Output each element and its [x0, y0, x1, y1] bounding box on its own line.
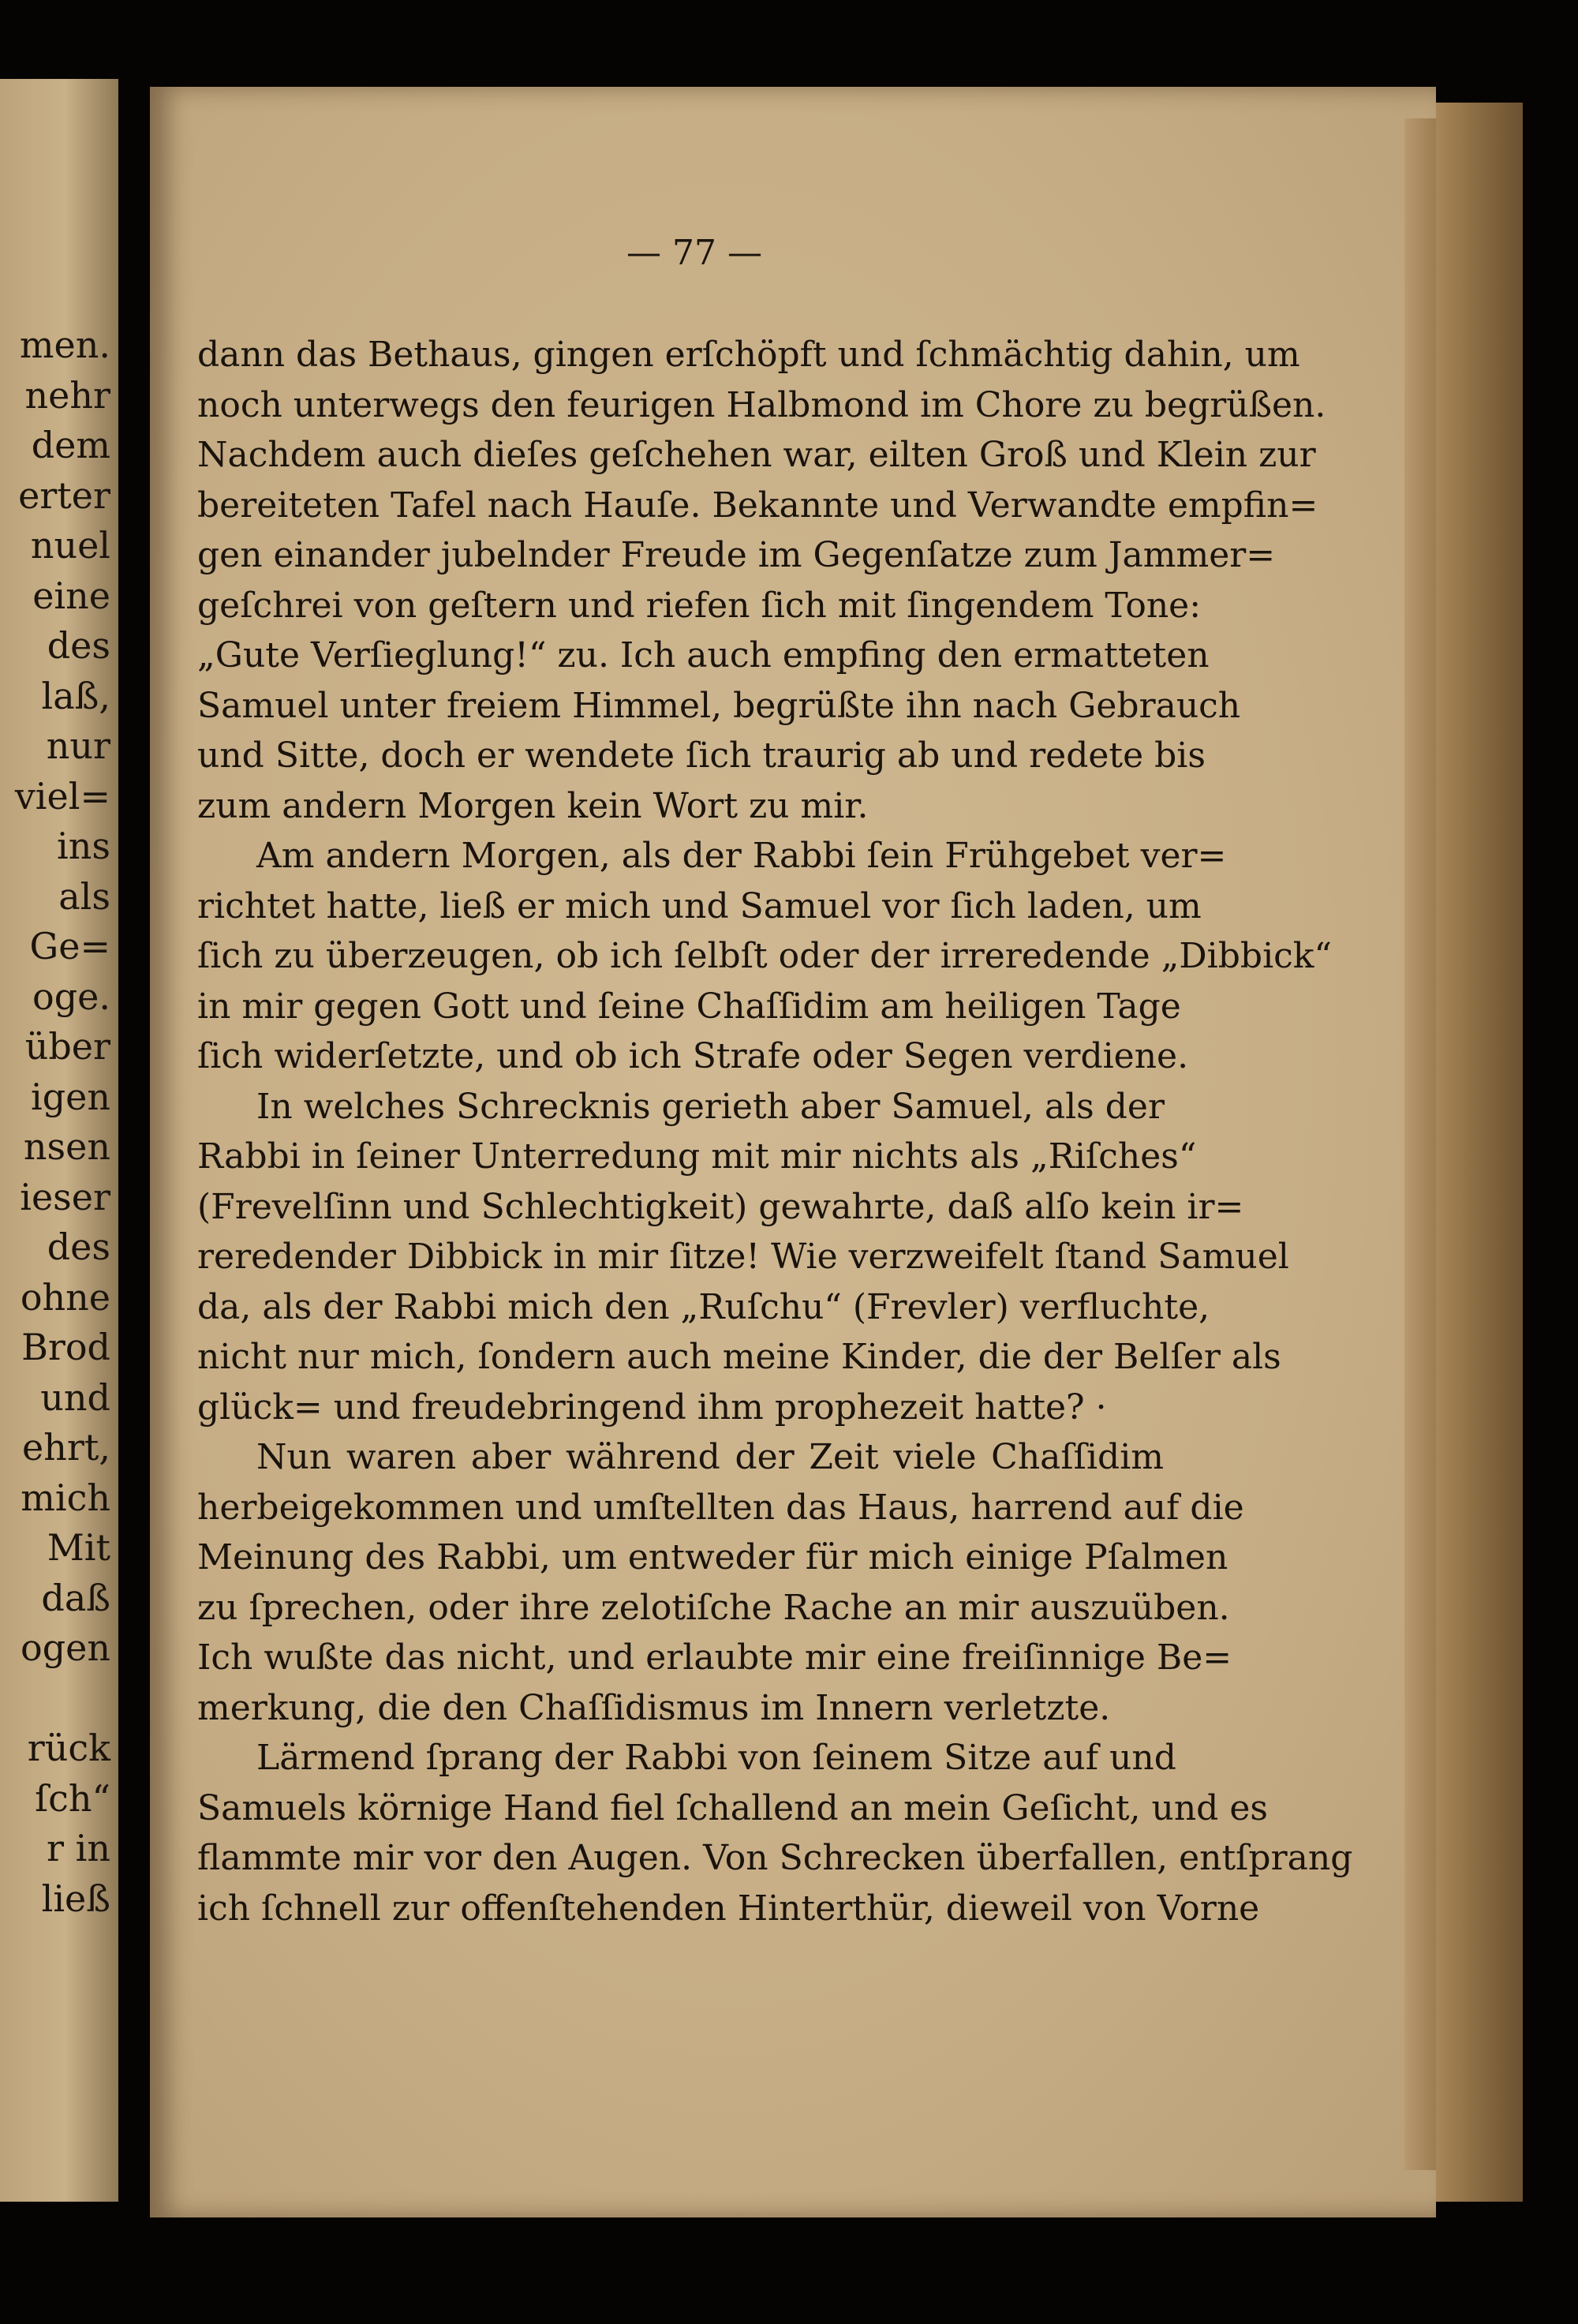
facing-page-fragment: igen: [30, 1075, 110, 1118]
text-line: Samuels körnige Hand fiel ſchallend an mein Geſicht, und es: [197, 1787, 1268, 1828]
text-line: noch unterwegs den feurigen Halbmond im Chore zu begrüßen.: [197, 384, 1326, 425]
facing-page-fragment: ohne: [20, 1275, 110, 1319]
text-line: Ich wußte das nicht, und erlaubte mir eine freiſinnige Be=: [197, 1637, 1232, 1678]
text-line: reredender Dibbick in mir ſitze! Wie verzweifelt ſtand Samuel: [197, 1237, 1289, 1277]
text-line: zu ſprechen, oder ihre zelotiſche Rache an mir auszuüben.: [197, 1587, 1230, 1628]
facing-page-fragment: Brod: [21, 1326, 110, 1368]
facing-page-fragment: nehr: [24, 373, 110, 417]
facing-page-fragment: r in: [47, 1827, 110, 1869]
facing-page-fragment: erter: [18, 473, 110, 517]
facing-page-fragment: laß,: [41, 674, 110, 717]
facing-page-fragment: ließ: [41, 1877, 110, 1920]
text-line: ich ſchnell zur offenſtehenden Hinterthür, dieweil von Vorne: [197, 1888, 1260, 1929]
text-line: Nachdem auch dieſes geſchehen war, eilten Groß und Klein zur: [197, 435, 1316, 475]
facing-page-fragment: mich: [21, 1476, 110, 1519]
text-line: merkung, die den Chaſſidismus im Innern verletzte.: [197, 1687, 1111, 1728]
facing-page-fragment: des: [47, 1226, 110, 1268]
text-line: Samuel unter freiem Himmel, begrüßte ihn nach Gebrauch: [197, 685, 1241, 726]
book-fore-edge: [1436, 103, 1523, 2202]
facing-page-fragment: Mit: [47, 1526, 110, 1569]
text-line: und Sitte, doch er wendete ſich traurig ab und redete bis: [197, 735, 1206, 776]
text-line: Rabbi in ſeiner Unterredung mit mir nichts als „Riſches“: [197, 1136, 1197, 1177]
facing-page-fragment: men.: [19, 324, 110, 366]
facing-page-fragment: als: [58, 874, 110, 918]
facing-page-fragment: dem: [31, 424, 110, 466]
page-edge-shadow: [1404, 118, 1436, 2170]
facing-page-fragment: daß: [41, 1576, 110, 1619]
text-line: bereiteten Tafel nach Hauſe. Bekannte und Verwandte empfin=: [197, 485, 1318, 526]
facing-page-fragment: Ge=: [29, 925, 110, 967]
facing-page-fragment: und: [40, 1375, 110, 1419]
text-line: dann das Bethaus, gingen erſchöpft und ſchmächtig dahin, um: [197, 335, 1300, 375]
text-line: ſich widerſetzte, und ob ich Strafe oder Segen verdiene.: [197, 1036, 1189, 1076]
facing-page-fragment: nuel: [30, 524, 110, 567]
text-line: Meinung des Rabbi, um entweder für mich einige Pſalmen: [197, 1537, 1228, 1577]
facing-page-fragment: über: [24, 1025, 110, 1068]
text-line: (Frevelſinn und Schlechtigkeit) gewahrte, daß alſo kein ir=: [197, 1186, 1244, 1227]
text-line: in mir gegen Gott und ſeine Chaſſidim am heiligen Tage: [197, 986, 1181, 1027]
text-line: Am andern Morgen, als der Rabbi ſein Frühgebet ver=: [256, 836, 1227, 876]
text-line: flammte mir vor den Augen. Von Schrecken überfallen, entſprang: [197, 1838, 1353, 1878]
facing-page-fragment: ogen: [21, 1626, 110, 1669]
page-number: — 77 —: [626, 233, 762, 273]
text-line: nicht nur mich, ſondern auch meine Kinder, die der Belſer als: [197, 1337, 1281, 1377]
facing-page-fragment: ieser: [20, 1175, 110, 1218]
text-line: zum andern Morgen kein Wort zu mir.: [197, 785, 869, 826]
facing-page-fragment: ehrt,: [22, 1426, 110, 1469]
facing-page-fragment: nsen: [23, 1125, 110, 1168]
facing-page-fragment: ins: [57, 825, 110, 867]
text-line: richtet hatte, ließ er mich und Samuel vor ſich laden, um: [197, 885, 1202, 926]
facing-page-fragment: oge.: [32, 975, 110, 1018]
text-line: glück= und freudebringend ihm prophezeit hatte? ·: [197, 1387, 1107, 1428]
text-line: ſich zu überzeugen, ob ich ſelbſt oder der irreredende „Dibbick“: [197, 936, 1332, 976]
text-line: herbeigekommen und umſtellten das Haus, harrend auf die: [197, 1487, 1244, 1528]
text-line: In welches Schrecknis gerieth aber Samuel, als der: [256, 1086, 1165, 1127]
facing-page-fragment: ſch“: [35, 1776, 110, 1820]
facing-page-fragment: eine: [32, 574, 110, 617]
text-line: „Gute Verſieglung!“ zu. Ich auch empfing den ermatteten: [197, 635, 1210, 675]
text-line: Lärmend ſprang der Rabbi von ſeinem Sitze auf und: [256, 1738, 1176, 1778]
facing-page-fragment: viel=: [14, 774, 110, 818]
text-line: geſchrei von geſtern und riefen ſich mit ſingendem Tone:: [197, 585, 1202, 626]
text-line: da, als der Rabbi mich den „Ruſchu“ (Frevler) verfluchte,: [197, 1286, 1210, 1327]
text-line: Nun waren aber während der Zeit viele Chaſſidim: [256, 1437, 1164, 1477]
facing-page-fragment: rück: [27, 1727, 110, 1769]
body-text: [197, 330, 1353, 1933]
text-line: gen einander jubelnder Freude im Gegenſatze zum Jammer=: [197, 535, 1276, 575]
facing-page-fragment: nur: [46, 724, 110, 767]
facing-page-fragment: des: [47, 624, 110, 667]
